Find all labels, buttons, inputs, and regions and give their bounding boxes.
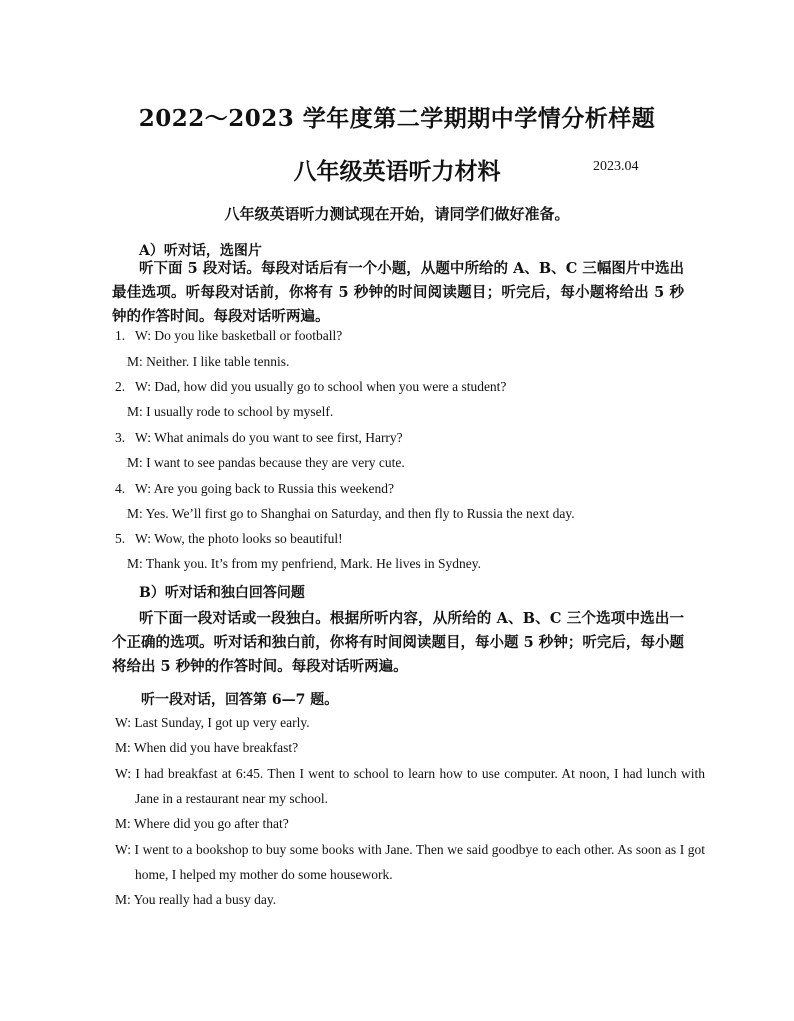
section-b-title: B）听对话和独白回答问题 xyxy=(139,585,305,601)
dialogue-number: 5. xyxy=(115,531,126,546)
dialogue-3-m: M: I want to see pandas because they are very cute. xyxy=(127,455,405,470)
dialogue-4-w xyxy=(115,481,394,497)
dialogue-1-w xyxy=(115,328,342,344)
dialogue-line: W: Wow, the photo looks so beautiful! xyxy=(135,531,343,546)
dialogue-number: 2. xyxy=(115,379,126,394)
section-b-instructions: 听下面一段对话或一段独白。根据所听内容，从所给的 A、B、C 三个选项中选出一个正确的选项。听对话和独白前，你将有时间阅读题目，每小题 5 秒钟；听完后，每小题将给出 5 秒钟的作答时间。每段对话听两遍。 xyxy=(112,610,684,675)
dialogue-line: W: Last Sunday, I got up very early. xyxy=(115,715,310,730)
dialogue-line: W: I went to a bookshop to buy some books with Jane. Then we said goodbye to each other. As soon as I got home, I helped my mother do some housework. xyxy=(115,842,705,882)
dialogue-3-w xyxy=(115,430,403,446)
dialogue-line: M: You really had a busy day. xyxy=(115,892,277,907)
document-subtitle: 八年级英语听力材料 xyxy=(293,158,501,185)
dialogue-line: W: Do you like basketball or football? xyxy=(135,328,343,343)
dialogue-line: W: Are you going back to Russia this weekend? xyxy=(135,481,394,496)
document-title: 2022～2023 学年度第二学期期中学情分析样题 xyxy=(138,105,656,132)
section-a-title: A）听对话，选图片 xyxy=(139,243,262,259)
dialogue-1-m: M: Neither. I like table tennis. xyxy=(127,354,290,369)
dialogue-5-m: M: Thank you. It’s from my penfriend, Mark. He lives in Sydney. xyxy=(127,556,481,571)
dialogue-number: 3. xyxy=(115,430,126,445)
dialogue-2-w xyxy=(115,379,506,395)
dialogue-line: W: I had breakfast at 6:45. Then I went to school to learn how to use computer. At noon, I had lunch with Jane in a restaurant near my school. xyxy=(115,766,705,806)
dialogue-line: M: Where did you go after that? xyxy=(115,816,289,831)
section-a-instructions: 听下面 5 段对话。每段对话后有一个小题，从题中所给的 A、B、C 三幅图片中选出最佳选项。听每段对话前，你将有 5 秒钟的时间阅读题目；听完后，每小题将给出 5 秒钟的作答时间。每段对话听两遍。 xyxy=(112,260,684,325)
dialogue-number: 1. xyxy=(115,328,126,343)
intro-text: 八年级英语听力测试现在开始，请同学们做好准备。 xyxy=(224,205,570,223)
dialogue-2-m: M: I usually rode to school by myself. xyxy=(127,404,334,419)
section-b-subtitle: 听一段对话，回答第 6—7 题。 xyxy=(141,692,339,708)
dialogue-number: 4. xyxy=(115,481,126,496)
dialogue-line: W: Dad, how did you usually go to school when you were a student? xyxy=(135,379,507,394)
dialogue-5-w xyxy=(115,531,343,547)
dialogue-line: M: When did you have breakfast? xyxy=(115,740,299,755)
dialogue-line: W: What animals do you want to see first, Harry? xyxy=(135,430,403,445)
dialogue-4-m: M: Yes. We’ll first go to Shanghai on Saturday, and then fly to Russia the next day. xyxy=(127,506,575,521)
document-date: 2023.04 xyxy=(593,159,639,174)
